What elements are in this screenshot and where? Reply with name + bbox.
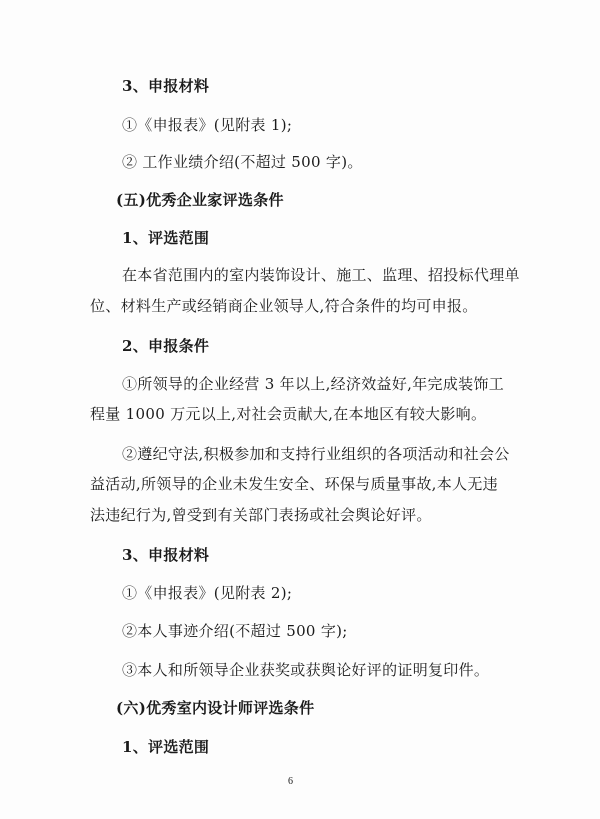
list-item: ①《申报表》(见附表 1);: [122, 116, 293, 134]
paragraph-line: 位、材料生产或经销商企业领导人,符合条件的均可申报。: [90, 297, 478, 315]
section-heading: 1、评选范围: [122, 229, 210, 247]
paragraph-line: ②遵纪守法,积极参加和支持行业组织的各项活动和社会公: [122, 445, 510, 463]
section-heading: 1、评选范围: [122, 738, 210, 756]
section-heading: 3、申报材料: [122, 546, 210, 564]
paragraph-line: 在本省范围内的室内装饰设计、施工、监理、招投标代理单: [122, 266, 520, 284]
list-item: ③本人和所领导企业获奖或获舆论好评的证明复印件。: [122, 661, 490, 679]
section-heading: 2、申报条件: [122, 337, 210, 355]
list-item: ②本人事迹介绍(不超过 500 字);: [122, 622, 348, 640]
paragraph-line: 程量 1000 万元以上,对社会贡献大,在本地区有较大影响。: [90, 405, 487, 423]
list-item: ② 工作业绩介绍(不超过 500 字)。: [122, 153, 363, 171]
page-number: 6: [288, 776, 293, 787]
paragraph-line: 法违纪行为,曾受到有关部门表扬或社会舆论好评。: [90, 506, 432, 524]
section-heading: (六)优秀室内设计师评选条件: [116, 699, 315, 717]
section-heading: 3、申报材料: [122, 77, 210, 95]
list-item: ①《申报表》(见附表 2);: [122, 584, 293, 602]
paragraph-line: ①所领导的企业经营 3 年以上,经济效益好,年完成装饰工: [122, 375, 505, 393]
section-heading: (五)优秀企业家评选条件: [116, 191, 284, 209]
paragraph-line: 益活动,所领导的企业未发生安全、环保与质量事故,本人无违: [90, 475, 498, 493]
